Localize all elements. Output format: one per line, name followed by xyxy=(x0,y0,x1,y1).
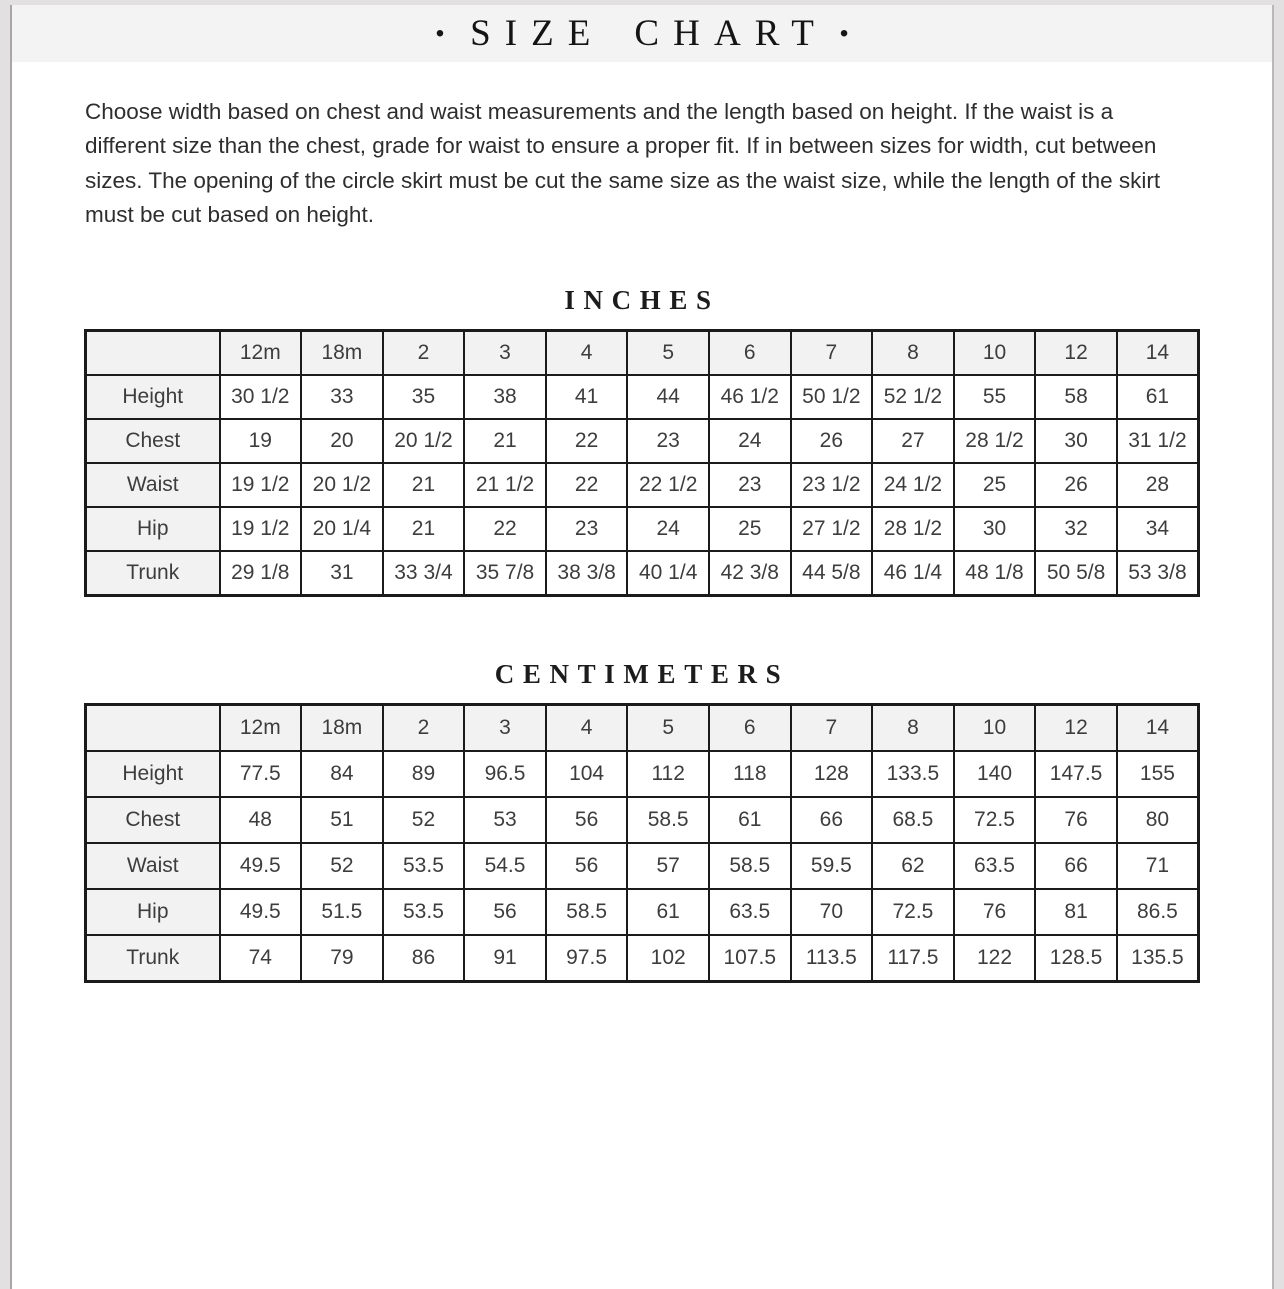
row-label-cell: Height xyxy=(86,375,220,419)
value-cell: 72.5 xyxy=(872,889,954,935)
value-cell: 133.5 xyxy=(872,751,954,797)
value-cell: 53 3/8 xyxy=(1117,551,1199,596)
page-title: SIZE CHART xyxy=(470,13,828,54)
title-band xyxy=(12,5,1272,62)
value-cell: 71 xyxy=(1117,843,1199,889)
size-header-cell: 12m xyxy=(220,330,302,375)
value-cell: 58 xyxy=(1035,375,1117,419)
value-cell: 31 xyxy=(301,551,383,596)
value-cell: 30 1/2 xyxy=(220,375,302,419)
corner-cell xyxy=(86,330,220,375)
value-cell: 52 xyxy=(383,797,465,843)
value-cell: 84 xyxy=(301,751,383,797)
size-header-cell: 18m xyxy=(301,330,383,375)
value-cell: 20 1/2 xyxy=(301,463,383,507)
value-cell: 66 xyxy=(1035,843,1117,889)
value-cell: 77.5 xyxy=(220,751,302,797)
value-cell: 56 xyxy=(546,797,628,843)
value-cell: 22 xyxy=(546,419,628,463)
value-cell: 20 xyxy=(301,419,383,463)
centimeters-heading: CENTIMETERS xyxy=(494,658,790,689)
size-header-cell: 6 xyxy=(709,330,791,375)
size-header-cell: 4 xyxy=(546,704,628,751)
value-cell: 63.5 xyxy=(954,843,1036,889)
value-cell: 38 xyxy=(464,375,546,419)
value-cell: 27 1/2 xyxy=(791,507,873,551)
size-header-cell: 5 xyxy=(627,330,709,375)
value-cell: 61 xyxy=(709,797,791,843)
value-cell: 22 xyxy=(464,507,546,551)
value-cell: 23 xyxy=(627,419,709,463)
corner-cell xyxy=(86,704,220,751)
value-cell: 24 xyxy=(709,419,791,463)
table-row xyxy=(86,843,1199,889)
value-cell: 61 xyxy=(627,889,709,935)
document-page xyxy=(10,5,1274,1289)
value-cell: 56 xyxy=(464,889,546,935)
value-cell: 86.5 xyxy=(1117,889,1199,935)
row-label-cell: Hip xyxy=(86,507,220,551)
value-cell: 54.5 xyxy=(464,843,546,889)
value-cell: 25 xyxy=(954,463,1036,507)
value-cell: 48 1/8 xyxy=(954,551,1036,596)
value-cell: 21 xyxy=(464,419,546,463)
value-cell: 62 xyxy=(872,843,954,889)
value-cell: 58.5 xyxy=(627,797,709,843)
value-cell: 113.5 xyxy=(791,935,873,982)
centimeters-table xyxy=(84,703,1200,983)
value-cell: 118 xyxy=(709,751,791,797)
table-row xyxy=(86,797,1199,843)
value-cell: 53.5 xyxy=(383,843,465,889)
value-cell: 23 1/2 xyxy=(791,463,873,507)
value-cell: 117.5 xyxy=(872,935,954,982)
value-cell: 19 xyxy=(220,419,302,463)
value-cell: 34 xyxy=(1117,507,1199,551)
value-cell: 24 1/2 xyxy=(872,463,954,507)
value-cell: 41 xyxy=(546,375,628,419)
value-cell: 80 xyxy=(1117,797,1199,843)
value-cell: 19 1/2 xyxy=(220,507,302,551)
table-row xyxy=(86,507,1199,551)
size-header-cell: 2 xyxy=(383,330,465,375)
value-cell: 61 xyxy=(1117,375,1199,419)
size-header-cell: 7 xyxy=(791,704,873,751)
value-cell: 48 xyxy=(220,797,302,843)
table-row xyxy=(86,935,1199,982)
value-cell: 21 1/2 xyxy=(464,463,546,507)
value-cell: 29 1/8 xyxy=(220,551,302,596)
value-cell: 28 1/2 xyxy=(872,507,954,551)
table-row xyxy=(86,551,1199,596)
value-cell: 52 1/2 xyxy=(872,375,954,419)
value-cell: 52 xyxy=(301,843,383,889)
value-cell: 140 xyxy=(954,751,1036,797)
size-header-row xyxy=(86,330,1199,375)
value-cell: 76 xyxy=(954,889,1036,935)
value-cell: 28 xyxy=(1117,463,1199,507)
value-cell: 38 3/8 xyxy=(546,551,628,596)
bullet-icon-right: • xyxy=(839,19,849,47)
size-header-cell: 10 xyxy=(954,704,1036,751)
value-cell: 44 xyxy=(627,375,709,419)
value-cell: 70 xyxy=(791,889,873,935)
value-cell: 26 xyxy=(791,419,873,463)
size-header-cell: 3 xyxy=(464,330,546,375)
inches-heading: INCHES xyxy=(564,284,720,315)
value-cell: 46 1/4 xyxy=(872,551,954,596)
size-header-cell: 14 xyxy=(1117,330,1199,375)
value-cell: 42 3/8 xyxy=(709,551,791,596)
value-cell: 49.5 xyxy=(220,889,302,935)
size-header-cell: 5 xyxy=(627,704,709,751)
table-row xyxy=(86,889,1199,935)
value-cell: 21 xyxy=(383,463,465,507)
value-cell: 155 xyxy=(1117,751,1199,797)
value-cell: 40 1/4 xyxy=(627,551,709,596)
value-cell: 128.5 xyxy=(1035,935,1117,982)
value-cell: 30 xyxy=(954,507,1036,551)
value-cell: 66 xyxy=(791,797,873,843)
row-label-cell: Height xyxy=(86,751,220,797)
value-cell: 33 3/4 xyxy=(383,551,465,596)
size-header-cell: 12 xyxy=(1035,704,1117,751)
value-cell: 53.5 xyxy=(383,889,465,935)
value-cell: 25 xyxy=(709,507,791,551)
value-cell: 72.5 xyxy=(954,797,1036,843)
size-header-cell: 18m xyxy=(301,704,383,751)
value-cell: 22 1/2 xyxy=(627,463,709,507)
value-cell: 135.5 xyxy=(1117,935,1199,982)
value-cell: 86 xyxy=(383,935,465,982)
value-cell: 53 xyxy=(464,797,546,843)
table-row xyxy=(86,463,1199,507)
value-cell: 112 xyxy=(627,751,709,797)
value-cell: 68.5 xyxy=(872,797,954,843)
value-cell: 31 1/2 xyxy=(1117,419,1199,463)
value-cell: 102 xyxy=(627,935,709,982)
value-cell: 32 xyxy=(1035,507,1117,551)
row-label-cell: Chest xyxy=(86,419,220,463)
size-header-cell: 6 xyxy=(709,704,791,751)
value-cell: 51.5 xyxy=(301,889,383,935)
value-cell: 30 xyxy=(1035,419,1117,463)
size-header-cell: 10 xyxy=(954,330,1036,375)
value-cell: 56 xyxy=(546,843,628,889)
table-row xyxy=(86,375,1199,419)
row-label-cell: Waist xyxy=(86,463,220,507)
row-label-cell: Chest xyxy=(86,797,220,843)
value-cell: 23 xyxy=(546,507,628,551)
size-header-cell: 8 xyxy=(872,330,954,375)
value-cell: 26 xyxy=(1035,463,1117,507)
value-cell: 50 5/8 xyxy=(1035,551,1117,596)
value-cell: 76 xyxy=(1035,797,1117,843)
value-cell: 50 1/2 xyxy=(791,375,873,419)
value-cell: 74 xyxy=(220,935,302,982)
value-cell: 104 xyxy=(546,751,628,797)
value-cell: 51 xyxy=(301,797,383,843)
row-label-cell: Waist xyxy=(86,843,220,889)
value-cell: 24 xyxy=(627,507,709,551)
value-cell: 91 xyxy=(464,935,546,982)
row-label-cell: Trunk xyxy=(86,551,220,596)
size-header-cell: 2 xyxy=(383,704,465,751)
size-header-cell: 4 xyxy=(546,330,628,375)
value-cell: 19 1/2 xyxy=(220,463,302,507)
value-cell: 49.5 xyxy=(220,843,302,889)
value-cell: 46 1/2 xyxy=(709,375,791,419)
value-cell: 79 xyxy=(301,935,383,982)
value-cell: 21 xyxy=(383,507,465,551)
value-cell: 33 xyxy=(301,375,383,419)
value-cell: 22 xyxy=(546,463,628,507)
value-cell: 89 xyxy=(383,751,465,797)
size-header-row xyxy=(86,704,1199,751)
value-cell: 97.5 xyxy=(546,935,628,982)
size-header-cell: 12 xyxy=(1035,330,1117,375)
value-cell: 96.5 xyxy=(464,751,546,797)
value-cell: 63.5 xyxy=(709,889,791,935)
value-cell: 28 1/2 xyxy=(954,419,1036,463)
value-cell: 58.5 xyxy=(709,843,791,889)
value-cell: 122 xyxy=(954,935,1036,982)
table-row xyxy=(86,751,1199,797)
value-cell: 35 7/8 xyxy=(464,551,546,596)
value-cell: 57 xyxy=(627,843,709,889)
value-cell: 128 xyxy=(791,751,873,797)
value-cell: 44 5/8 xyxy=(791,551,873,596)
size-header-cell: 12m xyxy=(220,704,302,751)
row-label-cell: Hip xyxy=(86,889,220,935)
value-cell: 35 xyxy=(383,375,465,419)
value-cell: 55 xyxy=(954,375,1036,419)
value-cell: 20 1/4 xyxy=(301,507,383,551)
table-row xyxy=(86,419,1199,463)
intro-paragraph: Choose width based on chest and waist measurements and the length based on height. If the waist is a different size than the chest, grade for waist to ensure a proper fit. If in between sizes for width, cut between sizes. The opening of the circle skirt must be cut the same size as the waist size, while the length of the skirt must be cut based on height. xyxy=(85,99,1161,228)
bullet-icon-left: • xyxy=(435,19,445,47)
size-header-cell: 7 xyxy=(791,330,873,375)
inches-table xyxy=(84,329,1200,597)
row-label-cell: Trunk xyxy=(86,935,220,982)
size-header-cell: 8 xyxy=(872,704,954,751)
size-header-cell: 14 xyxy=(1117,704,1199,751)
value-cell: 59.5 xyxy=(791,843,873,889)
value-cell: 107.5 xyxy=(709,935,791,982)
value-cell: 23 xyxy=(709,463,791,507)
value-cell: 147.5 xyxy=(1035,751,1117,797)
size-header-cell: 3 xyxy=(464,704,546,751)
value-cell: 20 1/2 xyxy=(383,419,465,463)
value-cell: 81 xyxy=(1035,889,1117,935)
value-cell: 27 xyxy=(872,419,954,463)
value-cell: 58.5 xyxy=(546,889,628,935)
